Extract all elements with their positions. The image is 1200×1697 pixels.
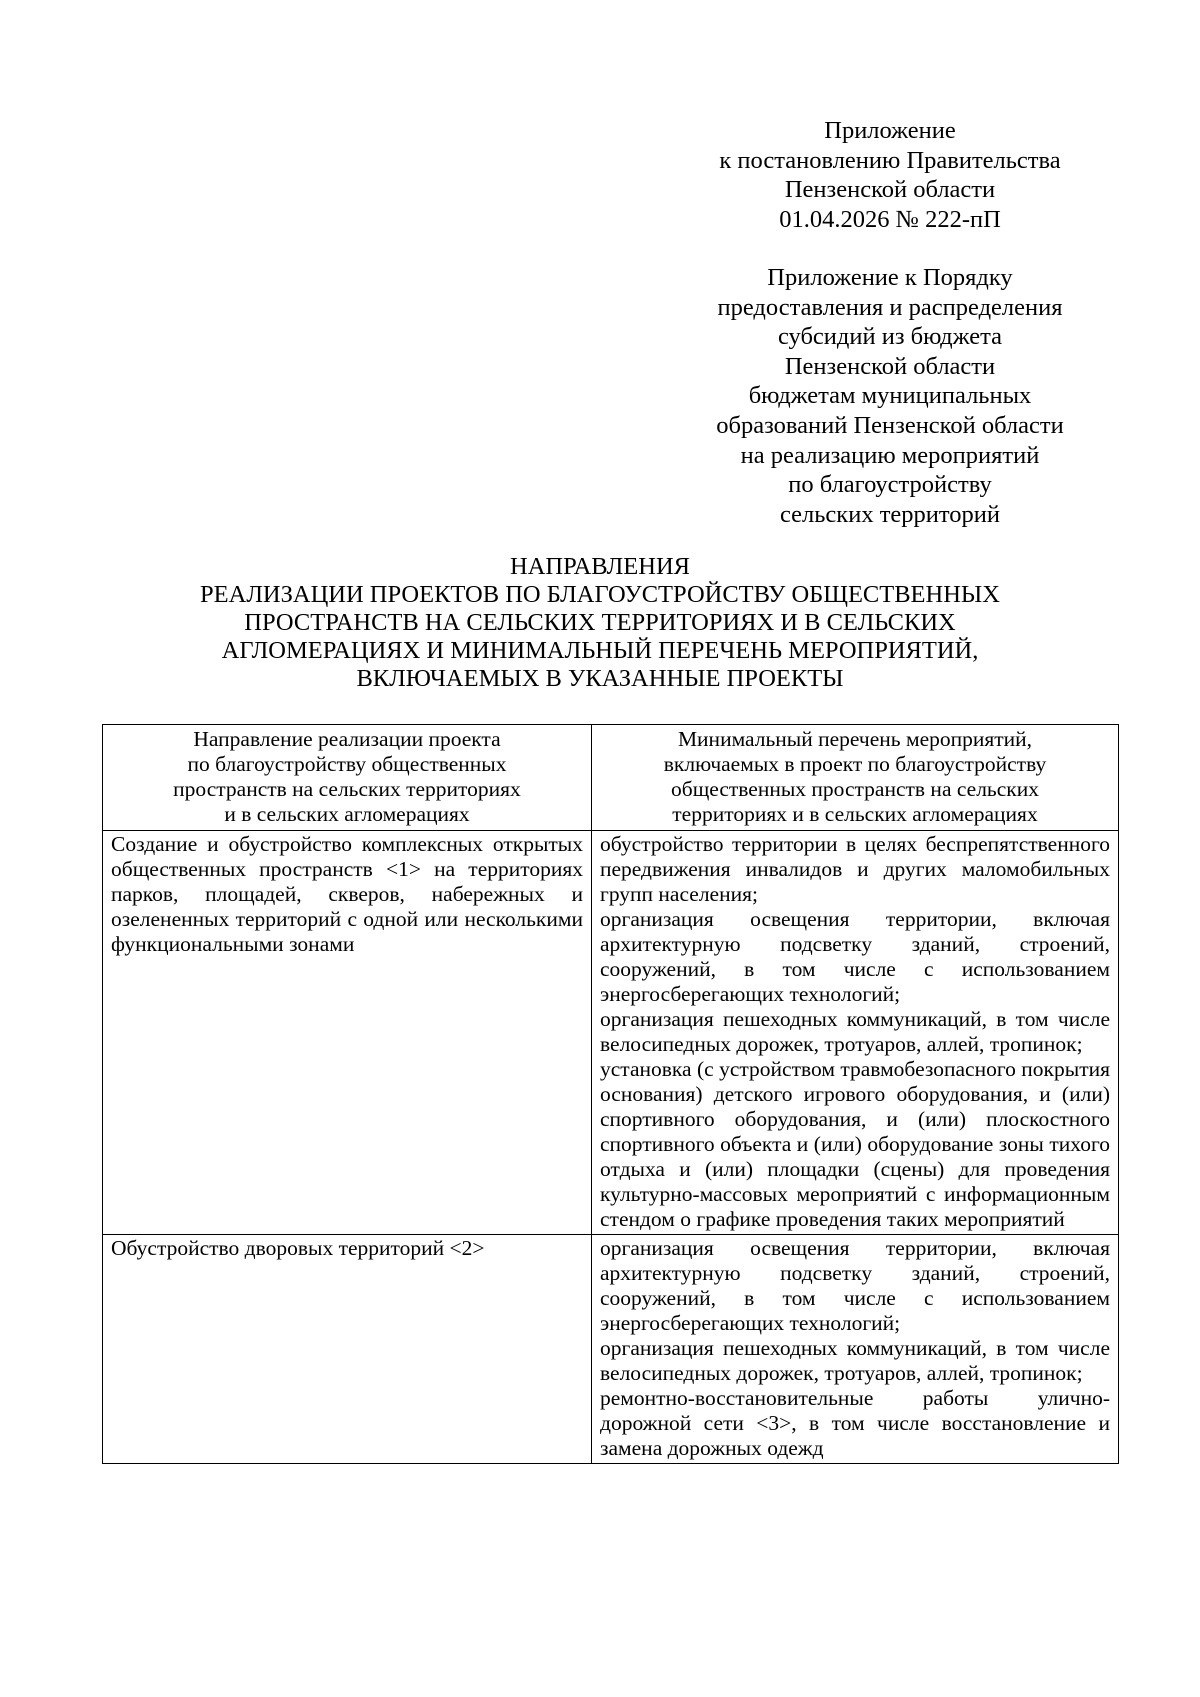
direction-cell <box>103 1235 592 1464</box>
direction-text: Обустройство дворовых территорий <2> <box>111 1236 485 1260</box>
header-line: включаемых в проект по благоустройству <box>663 752 1047 776</box>
directions-table <box>102 724 1119 1464</box>
order-appendix-line: на реализацию мероприятий <box>740 441 1040 469</box>
appendix-line: Приложение <box>824 117 956 144</box>
header-line: территориях и в сельских агломерациях <box>672 802 1038 826</box>
order-appendix-line: субсидий из бюджета <box>777 323 1002 351</box>
order-appendix-line: Приложение к Порядку <box>767 264 1013 291</box>
measure-item: организация пешеходных коммуникаций, в том числе велосипедных дорожек, тротуаров, аллей, тропинок; <box>600 1007 1110 1056</box>
measures-cell <box>592 1235 1119 1464</box>
header-line: общественных пространств на сельских <box>671 777 1039 801</box>
order-appendix-line: по благоустройству <box>788 471 992 499</box>
header-line: и в сельских агломерациях <box>224 802 470 826</box>
measures-cell <box>592 831 1119 1235</box>
table-row <box>103 831 1119 1235</box>
header-line: пространств на сельских территориях <box>173 777 521 801</box>
order-appendix-line: Пензенской области <box>784 352 996 380</box>
title-line: ПРОСТРАНСТВ НА СЕЛЬСКИХ ТЕРРИТОРИЯХ И В СЕЛЬСКИХ <box>244 609 956 636</box>
direction-text: Создание и обустройство комплексных открытых общественных пространств <1> на территориях парков, площадей, скверов, набережных и озелененных территорий с одной или несколькими функциональными зонами <box>111 832 583 956</box>
header-measures <box>592 725 1119 831</box>
table-row <box>103 1235 1119 1464</box>
order-appendix-line: предоставления и распределения <box>717 293 1063 321</box>
direction-cell <box>103 831 592 1235</box>
measure-item: установка (с устройством травмобезопасного покрытия основания) детского игрового оборудования, и (или) спортивного оборудования, и (или) плоскостного спортивного объекта и (или) оборудование зоны тихого отдыха и (или) площадки (сцены) для проведения культурно-массовых мероприятий с информационным стендом о графике проведения таких мероприятий <box>600 1057 1110 1231</box>
order-appendix-line: бюджетам муниципальных <box>748 382 1032 410</box>
appendix-line: Пензенской области <box>784 176 996 204</box>
measure-item: обустройство территории в целях беспрепятственного передвижения инвалидов и других маломобильных групп населения; <box>600 832 1110 906</box>
order-appendix-header <box>660 263 1120 529</box>
measure-item: ремонтно-восстановительные работы улично-дорожной сети <3>, в том числе восстановление и замена дорожных одежд <box>600 1386 1110 1460</box>
title-line: АГЛОМЕРАЦИЯХ И МИНИМАЛЬНЫЙ ПЕРЕЧЕНЬ МЕРОПРИЯТИЙ, <box>221 637 979 664</box>
document-title <box>100 553 1100 693</box>
header-direction <box>103 725 592 831</box>
measure-item: организация пешеходных коммуникаций, в том числе велосипедных дорожек, тротуаров, аллей, тропинок; <box>600 1336 1110 1385</box>
header-line: Направление реализации проекта <box>193 727 501 751</box>
header-line: Минимальный перечень мероприятий, <box>677 727 1033 751</box>
order-appendix-line: сельских территорий <box>779 500 1000 528</box>
measure-item: организация освещения территории, включая архитектурную подсветку зданий, строений, сооружений, в том числе с использованием энергосберегающих технологий; <box>600 1236 1110 1335</box>
resolution-number: 01.04.2026 № 222-пП <box>779 205 1001 233</box>
header-line: по благоустройству общественных <box>187 752 507 776</box>
title-line: РЕАЛИЗАЦИИ ПРОЕКТОВ ПО БЛАГОУСТРОЙСТВУ ОБЩЕСТВЕННЫХ <box>200 581 1000 608</box>
table-header-row <box>103 725 1119 831</box>
order-appendix-line: образований Пензенской области <box>716 411 1064 439</box>
title-line: ВКЛЮЧАЕМЫХ В УКАЗАННЫЕ ПРОЕКТЫ <box>356 665 844 692</box>
appendix-header <box>660 116 1120 234</box>
measure-item: организация освещения территории, включая архитектурную подсветку зданий, строений, сооружений, в том числе с использованием энергосберегающих технологий; <box>600 907 1110 1006</box>
title-line: НАПРАВЛЕНИЯ <box>510 553 690 580</box>
appendix-line: к постановлению Правительства <box>719 146 1061 174</box>
